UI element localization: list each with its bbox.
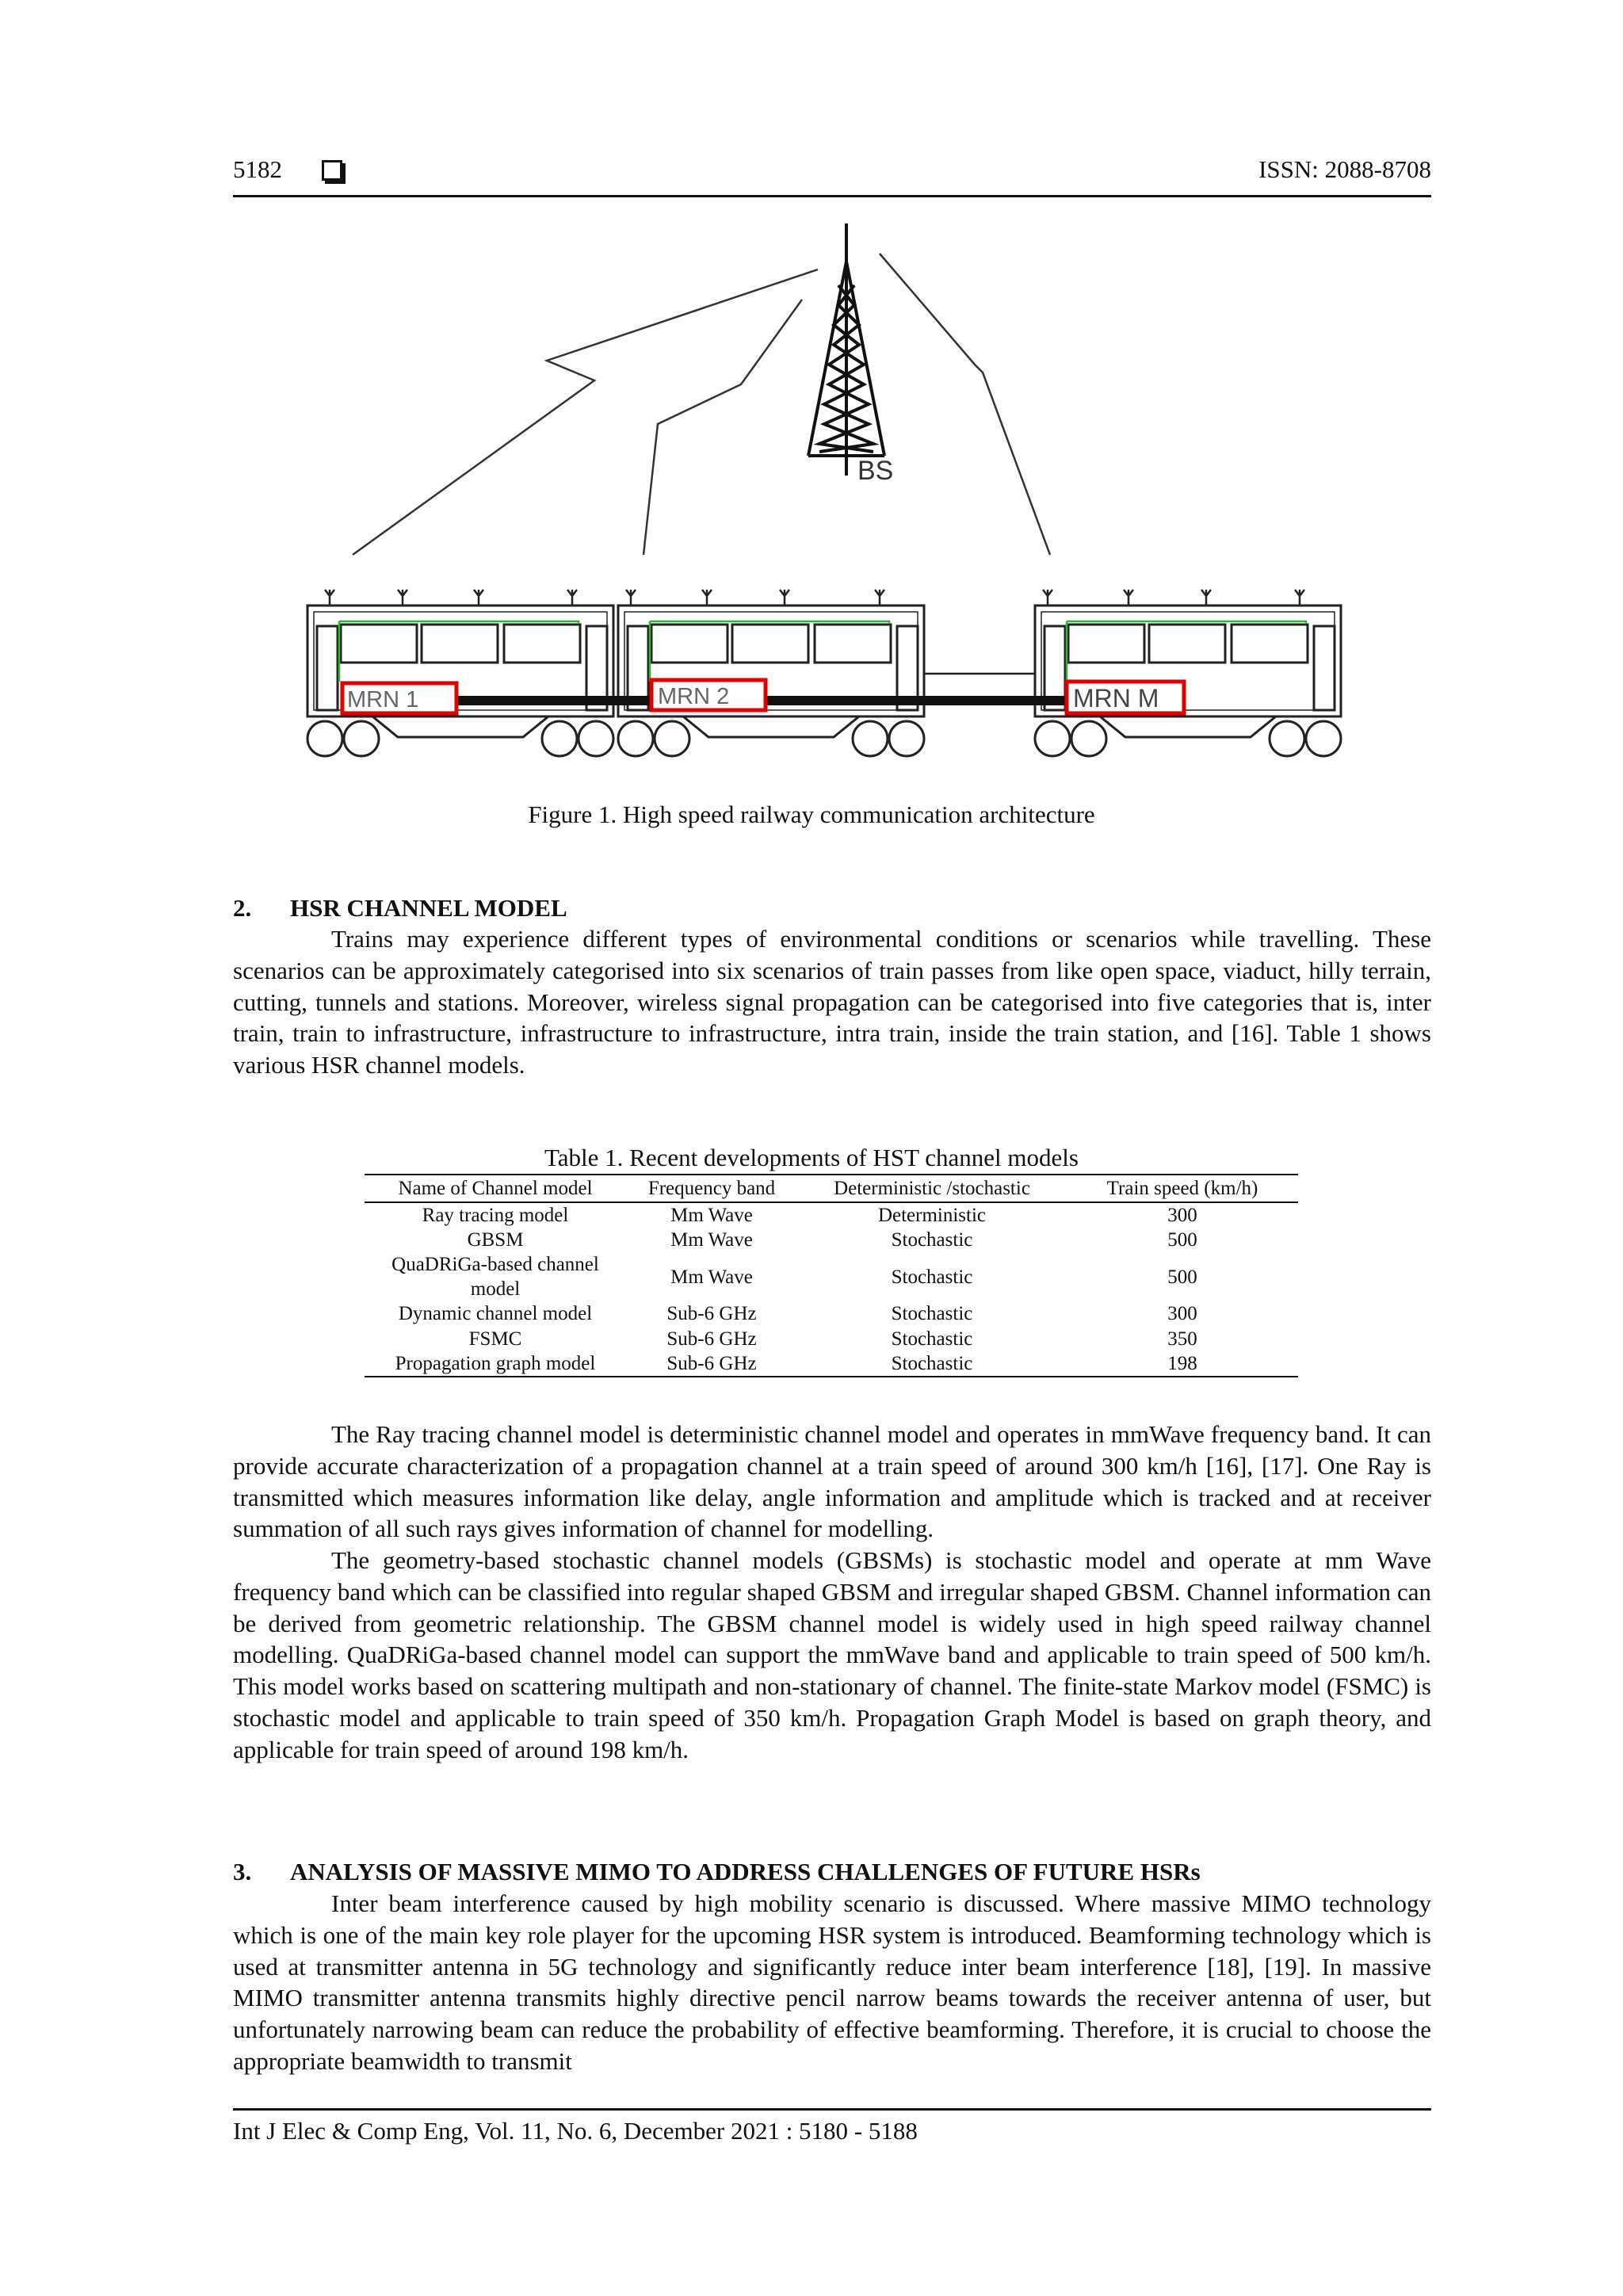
table-cell: QuaDRiGa-based channel model bbox=[391, 1254, 599, 1301]
mrn-2-label: MRN 2 bbox=[658, 684, 730, 709]
gbsm-paragraph bbox=[233, 1545, 1431, 1766]
table-cell: Stochastic bbox=[891, 1266, 973, 1288]
figure-hsr-architecture bbox=[301, 214, 1355, 777]
page-header bbox=[233, 155, 1431, 197]
body-text: The geometry-based stochastic channel models (GBSMs) is stochastic model and operate at mm Wave frequency band which can be classified into regular shaped GBSM and irregular shaped GBSM. Channel information can be derived from geometric relationship. The GBSM channel model is widely used in high speed railway channel modelling. QuaDRiGa-based channel model can support the mmWave band and applicable to train speed of 500 km/h. This model works based on scattering multipath and non-stationary of channel. The finite-state Markov model (FSMC) is stochastic model and applicable to train speed of 350 km/h. Propagation Graph Model is based on graph theory, and applicable for train speed of around 198 km/h. bbox=[233, 1546, 1431, 1763]
table-cell: Stochastic bbox=[797, 1351, 1067, 1377]
table-row bbox=[365, 1327, 1298, 1351]
square-bullet-icon bbox=[322, 160, 342, 181]
table-cell: Sub-6 GHz bbox=[666, 1303, 757, 1325]
section-2-heading bbox=[233, 894, 567, 923]
table-cell: 300 bbox=[1167, 1205, 1197, 1227]
table-row bbox=[365, 1351, 1298, 1377]
table-cell: Mm Wave bbox=[670, 1266, 753, 1288]
table-cell: 500 bbox=[1167, 1266, 1197, 1288]
section-2-text: Trains may experience different types of environmental conditions or scenarios while travelling. These scenarios can be approximately categorised into six scenarios of train passes from like open space, viaduct, hilly terrain, cutting, tunnels and stations. Moreover, wireless signal propagation can be categorised into five categories that is, inter train, train to infrastructure, infrastructure to infrastructure, intra train, inside the train station, and [16]. Table 1 shows various HSR channel models. bbox=[233, 925, 1431, 1079]
table-cell: Sub-6 GHz bbox=[626, 1351, 797, 1377]
table-cell: Stochastic bbox=[891, 1303, 973, 1325]
table-cell: GBSM bbox=[467, 1229, 524, 1251]
table-cell: 350 bbox=[1167, 1328, 1197, 1350]
table-cell: Stochastic bbox=[891, 1229, 973, 1251]
mrn-1-box bbox=[342, 683, 456, 713]
table-cell: Ray tracing model bbox=[422, 1205, 569, 1227]
table-cell: Mm Wave bbox=[670, 1205, 753, 1227]
table-row bbox=[365, 1202, 1298, 1228]
table-cell: Deterministic bbox=[877, 1205, 987, 1227]
table-cell: FSMC bbox=[468, 1328, 522, 1350]
table-cell: Dynamic channel model bbox=[398, 1303, 593, 1325]
channel-model-table bbox=[365, 1174, 1298, 1377]
table-cell: Propagation graph model bbox=[365, 1351, 626, 1377]
table-row bbox=[365, 1252, 1298, 1301]
section-3-title: ANALYSIS OF MASSIVE MIMO TO ADDRESS CHALLENGES OF FUTURE HSRs bbox=[290, 1858, 1201, 1885]
table-header: Deterministic /stochastic bbox=[797, 1175, 1067, 1202]
body-text: The Ray tracing channel model is deterministic channel model and operates in mmWave frequency band. It can provide accurate characterization of a propagation channel at a train speed of around 300 km/h [16], [17]. One Ray is transmitted which measures information like delay, angle information and amplitude which is tracked and at receiver summation of all such rays gives information of channel for modelling. bbox=[233, 1420, 1431, 1543]
table-cell: 198 bbox=[1067, 1351, 1298, 1377]
table-row bbox=[365, 1228, 1298, 1252]
table-header-row bbox=[365, 1175, 1298, 1202]
table-header: Frequency band bbox=[626, 1175, 797, 1202]
table-cell: 300 bbox=[1167, 1303, 1197, 1325]
figure-caption: Figure 1. High speed railway communication architecture bbox=[528, 800, 1095, 828]
page-footer bbox=[233, 2108, 1431, 2145]
table-header: Name of Channel model bbox=[365, 1175, 626, 1202]
table-cell: 500 bbox=[1167, 1229, 1197, 1251]
mrn-1-label: MRN 1 bbox=[347, 687, 419, 712]
section-2-title: HSR CHANNEL MODEL bbox=[290, 894, 567, 922]
ray-tracing-paragraph bbox=[233, 1419, 1431, 1545]
bs-label: BS bbox=[857, 456, 894, 486]
train-car-1 bbox=[307, 606, 613, 756]
table-caption: Table 1. Recent developments of HST channel models bbox=[544, 1144, 1079, 1171]
section-2-number: 2. bbox=[233, 894, 252, 922]
table-header: Train speed (km/h) bbox=[1067, 1175, 1298, 1202]
mrn-m-box bbox=[1067, 682, 1184, 713]
page-number: 5182 bbox=[233, 155, 282, 183]
section-3-text: Inter beam interference caused by high mobility scenario is discussed. Where massive MIMO technology which is one of the main key role player for the upcoming HSR system is introduced. Beamforming technology which is used at transmitter antenna in 5G technology and significantly reduce inter beam interference [18], [19]. In massive MIMO transmitter antenna transmits highly directive pencil narrow beams towards the receiver antenna of user, but unfortunately narrowing beam can reduce the probability of effective beamforming. Therefore, it is crucial to choose the appropriate beamwidth to transmit bbox=[233, 1889, 1431, 2075]
section-3-number: 3. bbox=[233, 1858, 252, 1885]
issn: ISSN: 2088-8708 bbox=[1258, 155, 1431, 183]
mrn-m-label: MRN M bbox=[1073, 684, 1159, 712]
section-3-heading bbox=[233, 1858, 1201, 1886]
signal-beam-icon bbox=[353, 254, 1050, 555]
table-cell: Sub-6 GHz bbox=[666, 1328, 757, 1350]
table-row bbox=[365, 1301, 1298, 1326]
table-cell: Stochastic bbox=[891, 1328, 973, 1350]
footer-citation: Int J Elec & Comp Eng, Vol. 11, No. 6, December 2021 : 5180 - 5188 bbox=[233, 2117, 918, 2145]
antenna-icon bbox=[325, 590, 1304, 606]
table-cell: Mm Wave bbox=[670, 1229, 753, 1251]
mrn-2-box bbox=[651, 680, 766, 710]
section-3-paragraph bbox=[233, 1888, 1431, 2077]
section-2-paragraph bbox=[233, 923, 1431, 1081]
base-station-tower-icon bbox=[808, 223, 884, 476]
